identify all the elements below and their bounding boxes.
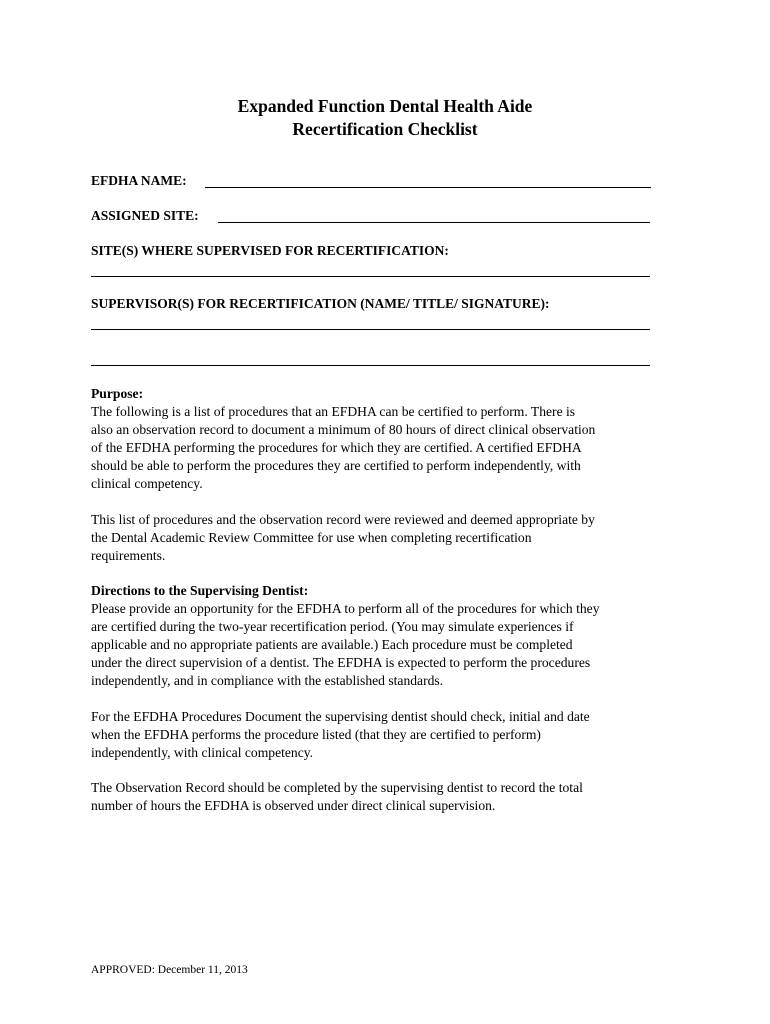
directions-heading: Directions to the Supervising Dentist: bbox=[91, 583, 309, 598]
purpose-p1-line: also an observation record to document a minimum of 80 hours of direct clinical observation bbox=[91, 422, 596, 437]
directions-p1-line: Please provide an opportunity for the EFDHA to perform all of the procedures for which they bbox=[91, 601, 600, 616]
directions-paragraph-2 bbox=[91, 708, 661, 762]
directions-p2-line: when the EFDHA performs the procedure listed (that they are certified to perform) bbox=[91, 727, 541, 742]
supervised-sites-label: SITE(S) WHERE SUPERVISED FOR RECERTIFICATION: bbox=[91, 243, 449, 258]
assigned-site-field[interactable] bbox=[218, 222, 650, 223]
directions-p1-line: applicable and no appropriate patients are available.) Each procedure must be completed bbox=[91, 637, 573, 652]
efdha-name-field[interactable] bbox=[205, 187, 651, 188]
directions-p3-line: The Observation Record should be completed by the supervising dentist to record the total bbox=[91, 780, 583, 795]
approved-date: APPROVED: December 11, 2013 bbox=[91, 964, 248, 976]
assigned-site-label: ASSIGNED SITE: bbox=[91, 208, 199, 223]
purpose-p1-line: The following is a list of procedures that an EFDHA can be certified to perform. There is bbox=[91, 404, 576, 419]
directions-p2-line: independently, with clinical competency. bbox=[91, 745, 314, 760]
purpose-p2-line: This list of procedures and the observation record were reviewed and deemed appropriate by bbox=[91, 512, 595, 527]
purpose-p1-line: of the EFDHA performing the procedures for which they are certified. A certified EFDHA bbox=[91, 440, 582, 455]
directions-paragraph-3 bbox=[91, 779, 661, 815]
directions-p1-line: under the direct supervision of a dentist. The EFDHA is expected to perform the procedures bbox=[91, 655, 591, 670]
efdha-name-label: EFDHA NAME: bbox=[91, 173, 187, 188]
directions-p3-line: number of hours the EFDHA is observed under direct clinical supervision. bbox=[91, 798, 496, 813]
supervisors-field-line-1[interactable] bbox=[91, 329, 650, 330]
purpose-p2-line: requirements. bbox=[91, 548, 166, 563]
supervisors-label: SUPERVISOR(S) FOR RECERTIFICATION (NAME/ TITLE/ SIGNATURE): bbox=[91, 296, 550, 311]
supervised-sites-field[interactable] bbox=[91, 276, 650, 277]
document-title-line-2: Recertification Checklist bbox=[292, 119, 478, 139]
supervisors-field-line-2[interactable] bbox=[91, 365, 650, 366]
directions-p1-line: are certified during the two-year recertification period. (You may simulate experiences if bbox=[91, 619, 574, 634]
directions-section bbox=[91, 582, 661, 690]
directions-p1-line: independently, and in compliance with the established standards. bbox=[91, 673, 444, 688]
purpose-heading: Purpose: bbox=[91, 386, 144, 401]
purpose-paragraph-2 bbox=[91, 511, 661, 565]
purpose-p2-line: the Dental Academic Review Committee for use when completing recertification bbox=[91, 530, 532, 545]
document-title-line-1: Expanded Function Dental Health Aide bbox=[237, 96, 533, 116]
directions-p2-line: For the EFDHA Procedures Document the supervising dentist should check, initial and date bbox=[91, 709, 590, 724]
purpose-p1-line: should be able to perform the procedures they are certified to perform independently, with bbox=[91, 458, 581, 473]
purpose-p1-line: clinical competency. bbox=[91, 476, 203, 491]
purpose-section bbox=[91, 385, 661, 493]
